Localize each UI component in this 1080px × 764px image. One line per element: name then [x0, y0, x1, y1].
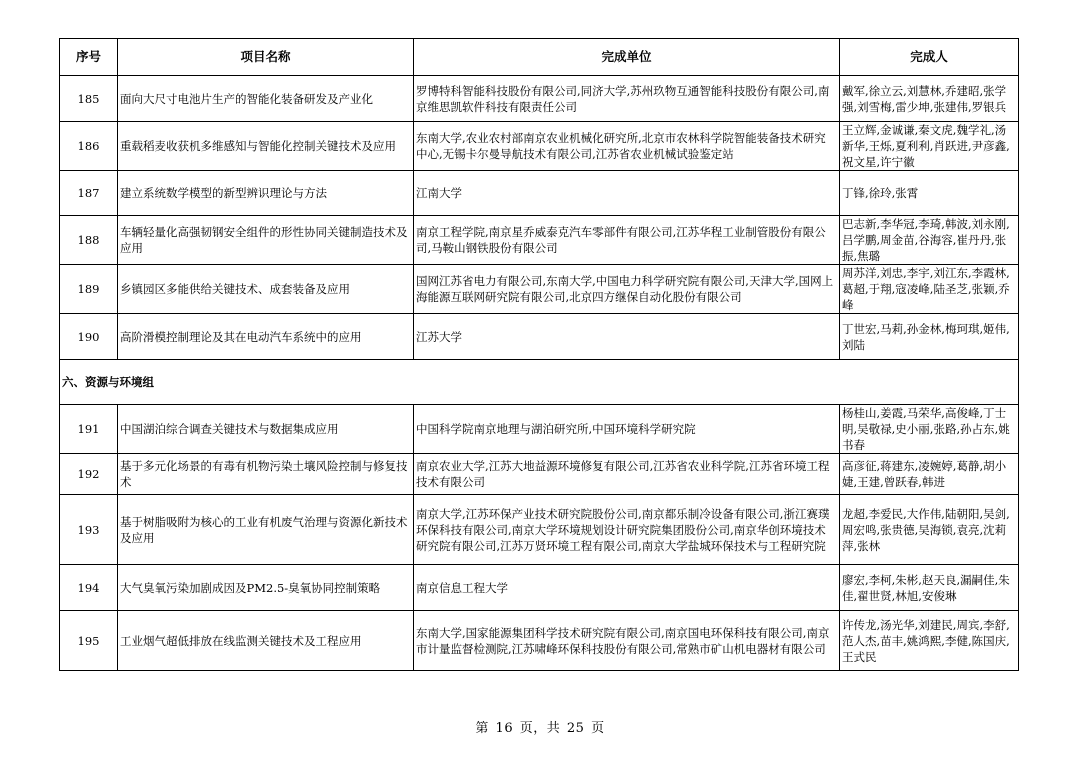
row-people: 丁锋,徐玲,张霄	[840, 171, 1019, 216]
row-seq: 186	[60, 122, 118, 171]
row-people: 王立辉,金诚谦,秦文虎,魏学礼,汤新华,王烁,夏利利,肖跃进,尹彦鑫,祝文星,许宁徽	[840, 122, 1019, 171]
row-units: 江南大学	[414, 171, 840, 216]
table-row	[60, 216, 1019, 265]
row-people: 周苏洋,刘忠,李宇,刘江东,李霞林,葛超,于翔,寇凌峰,陆圣芝,张颖,乔峰	[840, 265, 1019, 314]
section-title: 六、资源与环境组	[60, 360, 1019, 405]
row-seq: 189	[60, 265, 118, 314]
row-project: 面向大尺寸电池片生产的智能化装备研发及产业化	[118, 76, 414, 122]
row-seq: 192	[60, 454, 118, 495]
row-project: 基于树脂吸附为核心的工业有机废气治理与资源化新技术及应用	[118, 495, 414, 565]
table-row	[60, 171, 1019, 216]
section-row	[60, 360, 1019, 405]
table-row	[60, 611, 1019, 671]
row-units: 中国科学院南京地理与湖泊研究所,中国环境科学研究院	[414, 405, 840, 454]
table-row	[60, 565, 1019, 611]
table-row	[60, 495, 1019, 565]
row-units: 南京信息工程大学	[414, 565, 840, 611]
row-project: 基于多元化场景的有毒有机物污染土壤风险控制与修复技术	[118, 454, 414, 495]
row-seq: 188	[60, 216, 118, 265]
header-people: 完成人	[840, 39, 1019, 76]
row-units: 南京大学,江苏环保产业技术研究院股份公司,南京都乐制冷设备有限公司,浙江赛璞环保科技有限公司,南京大学环境规划设计研究院集团股份公司,南京华创环境技术研究院有限公司,江苏万贤环境工程有限公司,南京大学盐城环保技术与工程研究院	[414, 495, 840, 565]
row-seq: 191	[60, 405, 118, 454]
header-seq: 序号	[60, 39, 118, 76]
row-seq: 195	[60, 611, 118, 671]
table-header-row	[60, 39, 1019, 76]
footer-suffix: 页	[591, 721, 605, 736]
footer-total-pages: 25	[566, 721, 585, 736]
table-row	[60, 265, 1019, 314]
row-units: 江苏大学	[414, 314, 840, 360]
row-project: 中国湖泊综合调查关键技术与数据集成应用	[118, 405, 414, 454]
row-seq: 193	[60, 495, 118, 565]
row-seq: 194	[60, 565, 118, 611]
table-row	[60, 122, 1019, 171]
row-project: 重载稻麦收获机多维感知与智能化控制关键技术及应用	[118, 122, 414, 171]
footer-page-number: 16	[495, 721, 514, 736]
row-units: 国网江苏省电力有限公司,东南大学,中国电力科学研究院有限公司,天津大学,国网上海能源互联网研究院有限公司,北京四方继保自动化股份有限公司	[414, 265, 840, 314]
row-people: 巴志新,李华冠,李琦,韩波,刘永刚,吕学鹏,周金苗,谷海容,崔丹丹,张振,焦璐	[840, 216, 1019, 265]
row-people: 许传龙,汤光华,刘建民,周宾,李舒,范人杰,苗丰,姚鸿熙,李健,陈国庆,王式民	[840, 611, 1019, 671]
row-project: 高阶滑模控制理论及其在电动汽车系统中的应用	[118, 314, 414, 360]
row-units: 东南大学,国家能源集团科学技术研究院有限公司,南京国电环保科技有限公司,南京市计量监督检测院,江苏啸峰环保科技股份有限公司,常熟市矿山机电器材有限公司	[414, 611, 840, 671]
table-row	[60, 314, 1019, 360]
row-project: 建立系统数学模型的新型辨识理论与方法	[118, 171, 414, 216]
row-people: 廖宏,李柯,朱彬,赵天良,漏嗣佳,朱佳,翟世贤,林旭,安俊琳	[840, 565, 1019, 611]
header-project: 项目名称	[118, 39, 414, 76]
table-row	[60, 454, 1019, 495]
row-project: 车辆轻量化高强韧钢安全组件的形性协同关键制造技术及应用	[118, 216, 414, 265]
row-units: 南京工程学院,南京星乔威泰克汽车零部件有限公司,江苏华程工业制管股份有限公司,马鞍山钢铁股份有限公司	[414, 216, 840, 265]
row-people: 戴军,徐立云,刘慧林,乔建昭,张学强,刘雪梅,雷少坤,张建伟,罗银兵	[840, 76, 1019, 122]
row-units: 南京农业大学,江苏大地益源环境修复有限公司,江苏省农业科学院,江苏省环境工程技术有限公司	[414, 454, 840, 495]
row-project: 工业烟气超低排放在线监测关键技术及工程应用	[118, 611, 414, 671]
row-units: 东南大学,农业农村部南京农业机械化研究所,北京市农林科学院智能装备技术研究中心,无锡卡尔曼导航技术有限公司,江苏省农业机械试验鉴定站	[414, 122, 840, 171]
row-people: 丁世宏,马莉,孙金林,梅珂琪,姬伟,刘陆	[840, 314, 1019, 360]
header-units: 完成单位	[414, 39, 840, 76]
row-units: 罗博特科智能科技股份有限公司,同济大学,苏州玖物互通智能科技股份有限公司,南京维思凯软件科技有限责任公司	[414, 76, 840, 122]
page-footer	[0, 717, 1080, 736]
row-seq: 190	[60, 314, 118, 360]
row-people: 高彦征,蒋建东,凌婉婷,葛静,胡小婕,王建,曾跃春,韩进	[840, 454, 1019, 495]
footer-mid: 页，共	[519, 721, 561, 736]
row-seq: 187	[60, 171, 118, 216]
row-people: 杨桂山,姜霞,马荣华,高俊峰,丁士明,吴敬禄,史小丽,张路,孙占东,姚书春	[840, 405, 1019, 454]
row-people: 龙超,李爱民,大作伟,陆朝阳,吴剑,周宏鸣,张贵德,吴海锁,袁亮,沈莉萍,张林	[840, 495, 1019, 565]
table-row	[60, 405, 1019, 454]
table-row	[60, 76, 1019, 122]
row-seq: 185	[60, 76, 118, 122]
row-project: 乡镇园区多能供给关键技术、成套装备及应用	[118, 265, 414, 314]
row-project: 大气臭氧污染加剧成因及PM2.5-臭氧协同控制策略	[118, 565, 414, 611]
awards-table	[59, 38, 1019, 671]
footer-prefix: 第	[475, 721, 489, 736]
